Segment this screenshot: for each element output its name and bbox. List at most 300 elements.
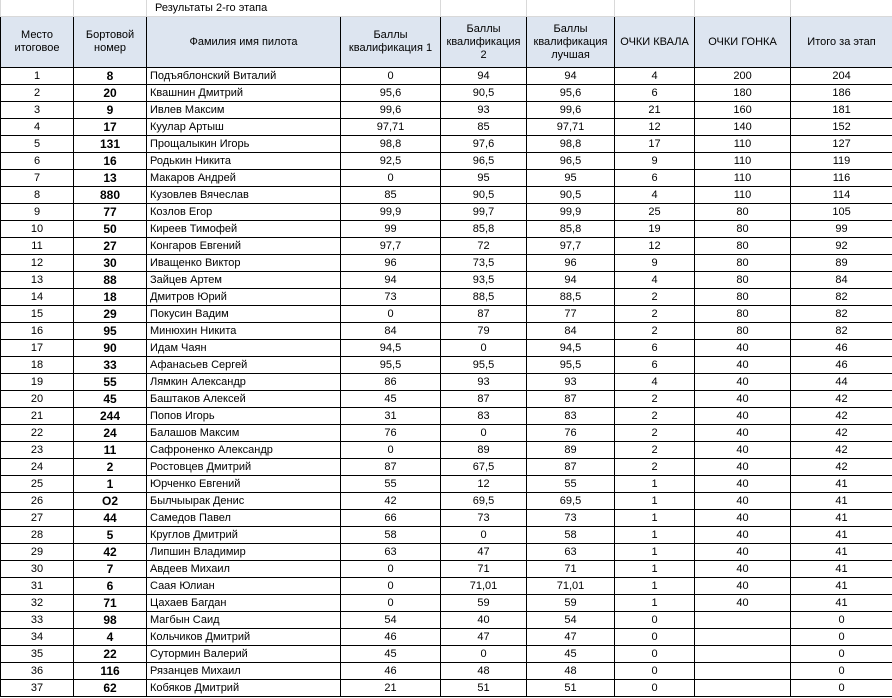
cell-number: 62 — [74, 680, 147, 697]
cell-q1: 86 — [341, 374, 441, 391]
cell-pts-race: 40 — [695, 561, 791, 578]
cell-q1: 45 — [341, 646, 441, 663]
cell-total: 99 — [791, 221, 892, 238]
cell-qbest: 99,6 — [527, 102, 615, 119]
cell-total: 42 — [791, 425, 892, 442]
cell-number: 30 — [74, 255, 147, 272]
cell-name: Баштаков Алексей — [147, 391, 341, 408]
cell-pts-qual: 2 — [615, 425, 695, 442]
cell-total: 116 — [791, 170, 892, 187]
cell-place: 10 — [1, 221, 74, 238]
table-row — [1, 323, 892, 340]
cell-qbest: 88,5 — [527, 289, 615, 306]
cell-qbest: 98,8 — [527, 136, 615, 153]
cell-q2: 59 — [441, 595, 527, 612]
table-row — [1, 85, 892, 102]
cell-name: Авдеев Михаил — [147, 561, 341, 578]
table-row — [1, 221, 892, 238]
header-total: Итого за этап — [791, 17, 892, 68]
cell-q1: 96 — [341, 255, 441, 272]
cell-name: Идам Чаян — [147, 340, 341, 357]
cell-place: 34 — [1, 629, 74, 646]
table-row — [1, 340, 892, 357]
cell-name: Афанасьев Сергей — [147, 357, 341, 374]
cell-q1: 0 — [341, 442, 441, 459]
cell-number: 33 — [74, 357, 147, 374]
cell-name: Балашов Максим — [147, 425, 341, 442]
cell-pts-qual: 0 — [615, 663, 695, 680]
cell-pts-qual: 1 — [615, 544, 695, 561]
cell-name: Сафроненко Александр — [147, 442, 341, 459]
cell-name: Родькин Никита — [147, 153, 341, 170]
cell-pts-race: 40 — [695, 544, 791, 561]
cell-place: 21 — [1, 408, 74, 425]
cell-place: 22 — [1, 425, 74, 442]
cell-qbest: 84 — [527, 323, 615, 340]
cell-number: 116 — [74, 663, 147, 680]
cell-q2: 79 — [441, 323, 527, 340]
cell-q1: 0 — [341, 170, 441, 187]
cell-total: 42 — [791, 391, 892, 408]
cell-pts-race: 80 — [695, 323, 791, 340]
title-row — [1, 0, 892, 17]
table-row — [1, 255, 892, 272]
cell-number: 95 — [74, 323, 147, 340]
cell-number: 1 — [74, 476, 147, 493]
cell-q1: 99,6 — [341, 102, 441, 119]
cell-name: Козлов Егор — [147, 204, 341, 221]
table-row — [1, 204, 892, 221]
cell-name: Юрченко Евгений — [147, 476, 341, 493]
cell-q2: 90,5 — [441, 85, 527, 102]
cell-q2: 83 — [441, 408, 527, 425]
cell-name: Кольчиков Дмитрий — [147, 629, 341, 646]
cell-place: 6 — [1, 153, 74, 170]
cell-pts-qual: 4 — [615, 68, 695, 85]
cell-pts-qual: 9 — [615, 255, 695, 272]
cell-pts-qual: 12 — [615, 119, 695, 136]
cell-pts-qual: 0 — [615, 680, 695, 697]
cell-q1: 97,71 — [341, 119, 441, 136]
cell-total: 92 — [791, 238, 892, 255]
cell-pts-race: 140 — [695, 119, 791, 136]
cell-qbest: 95,5 — [527, 357, 615, 374]
cell-total: 42 — [791, 459, 892, 476]
cell-place: 20 — [1, 391, 74, 408]
cell-pts-qual: 4 — [615, 374, 695, 391]
cell-q2: 90,5 — [441, 187, 527, 204]
cell-total: 41 — [791, 493, 892, 510]
cell-place: 1 — [1, 68, 74, 85]
table-row — [1, 289, 892, 306]
table-row — [1, 153, 892, 170]
cell-total: 44 — [791, 374, 892, 391]
header-qbest: Баллы квалификация лучшая — [527, 17, 615, 68]
cell-q2: 48 — [441, 663, 527, 680]
cell-place: 3 — [1, 102, 74, 119]
cell-qbest: 94 — [527, 272, 615, 289]
cell-name: Магбын Саид — [147, 612, 341, 629]
cell-number: 131 — [74, 136, 147, 153]
cell-q1: 85 — [341, 187, 441, 204]
cell-pts-qual: 0 — [615, 629, 695, 646]
cell-pts-race: 40 — [695, 595, 791, 612]
cell-number: 71 — [74, 595, 147, 612]
table-row — [1, 595, 892, 612]
cell-pts-qual: 1 — [615, 595, 695, 612]
header-place: Место итоговое — [1, 17, 74, 68]
cell-name: Сутормин Валерий — [147, 646, 341, 663]
cell-name: Попов Игорь — [147, 408, 341, 425]
cell-q1: 46 — [341, 629, 441, 646]
cell-place: 4 — [1, 119, 74, 136]
cell-qbest: 63 — [527, 544, 615, 561]
cell-name: Круглов Дмитрий — [147, 527, 341, 544]
cell-q2: 89 — [441, 442, 527, 459]
cell-place: 19 — [1, 374, 74, 391]
cell-total: 105 — [791, 204, 892, 221]
cell-q2: 87 — [441, 306, 527, 323]
table-row — [1, 357, 892, 374]
cell-pts-race: 40 — [695, 340, 791, 357]
table-row — [1, 629, 892, 646]
cell-place: 8 — [1, 187, 74, 204]
cell-pts-race: 40 — [695, 510, 791, 527]
cell-total: 41 — [791, 595, 892, 612]
cell-place: 13 — [1, 272, 74, 289]
cell-number: 29 — [74, 306, 147, 323]
cell-name: Конгаров Евгений — [147, 238, 341, 255]
cell-q1: 45 — [341, 391, 441, 408]
cell-q1: 0 — [341, 68, 441, 85]
cell-number: 88 — [74, 272, 147, 289]
cell-number: 44 — [74, 510, 147, 527]
cell-number: 8 — [74, 68, 147, 85]
cell-qbest: 47 — [527, 629, 615, 646]
cell-pts-race: 40 — [695, 578, 791, 595]
table-row — [1, 408, 892, 425]
title-empty-cell — [791, 0, 892, 17]
cell-pts-qual: 1 — [615, 578, 695, 595]
cell-pts-qual: 2 — [615, 442, 695, 459]
cell-pts-race: 40 — [695, 425, 791, 442]
cell-qbest: 77 — [527, 306, 615, 323]
cell-number: 18 — [74, 289, 147, 306]
cell-total: 41 — [791, 544, 892, 561]
cell-number: 22 — [74, 646, 147, 663]
table-row — [1, 493, 892, 510]
cell-total: 41 — [791, 578, 892, 595]
cell-number: 27 — [74, 238, 147, 255]
cell-pts-race: 40 — [695, 493, 791, 510]
cell-place: 31 — [1, 578, 74, 595]
cell-number: 17 — [74, 119, 147, 136]
cell-place: 37 — [1, 680, 74, 697]
cell-pts-race — [695, 646, 791, 663]
cell-pts-qual: 25 — [615, 204, 695, 221]
cell-place: 2 — [1, 85, 74, 102]
cell-name: Киреев Тимофей — [147, 221, 341, 238]
table-row — [1, 561, 892, 578]
cell-total: 46 — [791, 340, 892, 357]
table-row — [1, 187, 892, 204]
cell-qbest: 99,9 — [527, 204, 615, 221]
cell-qbest: 95 — [527, 170, 615, 187]
cell-total: 41 — [791, 476, 892, 493]
cell-q2: 71,01 — [441, 578, 527, 595]
cell-total: 114 — [791, 187, 892, 204]
cell-pts-race: 40 — [695, 357, 791, 374]
cell-total: 46 — [791, 357, 892, 374]
cell-pts-race: 40 — [695, 391, 791, 408]
cell-place: 23 — [1, 442, 74, 459]
cell-name: Цахаев Багдан — [147, 595, 341, 612]
cell-total: 82 — [791, 289, 892, 306]
cell-q1: 58 — [341, 527, 441, 544]
table-row — [1, 136, 892, 153]
cell-pts-race: 180 — [695, 85, 791, 102]
cell-qbest: 90,5 — [527, 187, 615, 204]
cell-total: 89 — [791, 255, 892, 272]
table-row — [1, 544, 892, 561]
cell-number: 244 — [74, 408, 147, 425]
cell-qbest: 55 — [527, 476, 615, 493]
cell-pts-qual: 6 — [615, 340, 695, 357]
cell-q1: 73 — [341, 289, 441, 306]
cell-q1: 0 — [341, 578, 441, 595]
cell-q1: 0 — [341, 595, 441, 612]
cell-qbest: 96 — [527, 255, 615, 272]
title-empty-cell — [695, 0, 791, 17]
cell-q1: 31 — [341, 408, 441, 425]
cell-total: 186 — [791, 85, 892, 102]
cell-place: 9 — [1, 204, 74, 221]
cell-q2: 95 — [441, 170, 527, 187]
cell-q2: 0 — [441, 340, 527, 357]
cell-place: 17 — [1, 340, 74, 357]
cell-q2: 73 — [441, 510, 527, 527]
title-empty-cell — [74, 0, 147, 17]
cell-pts-race — [695, 629, 791, 646]
cell-pts-qual: 19 — [615, 221, 695, 238]
cell-q1: 76 — [341, 425, 441, 442]
cell-q2: 97,6 — [441, 136, 527, 153]
cell-q2: 96,5 — [441, 153, 527, 170]
cell-qbest: 48 — [527, 663, 615, 680]
title-empty-cell — [615, 0, 695, 17]
cell-name: Прощалыкин Игорь — [147, 136, 341, 153]
cell-pts-qual: 1 — [615, 493, 695, 510]
cell-qbest: 59 — [527, 595, 615, 612]
cell-number: O2 — [74, 493, 147, 510]
cell-place: 15 — [1, 306, 74, 323]
cell-pts-race: 80 — [695, 221, 791, 238]
cell-q1: 0 — [341, 306, 441, 323]
cell-q2: 47 — [441, 629, 527, 646]
cell-number: 9 — [74, 102, 147, 119]
cell-q1: 84 — [341, 323, 441, 340]
header-q1: Баллы квалификация 1 — [341, 17, 441, 68]
cell-place: 26 — [1, 493, 74, 510]
cell-pts-race: 200 — [695, 68, 791, 85]
cell-place: 24 — [1, 459, 74, 476]
cell-name: Липшин Владимир — [147, 544, 341, 561]
cell-q1: 66 — [341, 510, 441, 527]
cell-total: 119 — [791, 153, 892, 170]
cell-pts-race: 110 — [695, 170, 791, 187]
cell-name: Саая Юлиан — [147, 578, 341, 595]
cell-q2: 0 — [441, 527, 527, 544]
table-row — [1, 527, 892, 544]
table-row — [1, 170, 892, 187]
cell-pts-qual: 2 — [615, 323, 695, 340]
cell-qbest: 94 — [527, 68, 615, 85]
cell-q1: 94,5 — [341, 340, 441, 357]
cell-name: Дмитров Юрий — [147, 289, 341, 306]
cell-qbest: 71,01 — [527, 578, 615, 595]
cell-q1: 87 — [341, 459, 441, 476]
cell-qbest: 93 — [527, 374, 615, 391]
cell-q2: 0 — [441, 425, 527, 442]
cell-q1: 95,6 — [341, 85, 441, 102]
cell-place: 16 — [1, 323, 74, 340]
cell-qbest: 87 — [527, 391, 615, 408]
title-empty-cell — [527, 0, 615, 17]
cell-pts-qual: 2 — [615, 289, 695, 306]
cell-total: 0 — [791, 629, 892, 646]
cell-qbest: 96,5 — [527, 153, 615, 170]
cell-q1: 94 — [341, 272, 441, 289]
cell-total: 82 — [791, 323, 892, 340]
cell-pts-race: 80 — [695, 272, 791, 289]
cell-q1: 42 — [341, 493, 441, 510]
cell-qbest: 51 — [527, 680, 615, 697]
cell-pts-qual: 6 — [615, 357, 695, 374]
cell-pts-qual: 2 — [615, 391, 695, 408]
cell-pts-qual: 4 — [615, 187, 695, 204]
cell-place: 33 — [1, 612, 74, 629]
header-pts-race: ОЧКИ ГОНКА — [695, 17, 791, 68]
cell-place: 25 — [1, 476, 74, 493]
cell-q2: 94 — [441, 68, 527, 85]
cell-total: 0 — [791, 646, 892, 663]
cell-pts-race: 40 — [695, 442, 791, 459]
cell-q2: 87 — [441, 391, 527, 408]
table-row — [1, 374, 892, 391]
cell-qbest: 95,6 — [527, 85, 615, 102]
cell-q2: 85 — [441, 119, 527, 136]
cell-number: 7 — [74, 561, 147, 578]
cell-name: Самедов Павел — [147, 510, 341, 527]
cell-place: 18 — [1, 357, 74, 374]
cell-pts-race: 40 — [695, 459, 791, 476]
cell-number: 4 — [74, 629, 147, 646]
cell-pts-qual: 6 — [615, 85, 695, 102]
cell-qbest: 83 — [527, 408, 615, 425]
cell-number: 98 — [74, 612, 147, 629]
table-row — [1, 459, 892, 476]
cell-pts-qual: 1 — [615, 527, 695, 544]
cell-q2: 47 — [441, 544, 527, 561]
cell-q2: 99,7 — [441, 204, 527, 221]
cell-pts-race: 80 — [695, 306, 791, 323]
cell-name: Ивлев Максим — [147, 102, 341, 119]
cell-pts-race — [695, 663, 791, 680]
cell-total: 204 — [791, 68, 892, 85]
cell-place: 30 — [1, 561, 74, 578]
cell-number: 90 — [74, 340, 147, 357]
cell-pts-qual: 12 — [615, 238, 695, 255]
cell-qbest: 85,8 — [527, 221, 615, 238]
table-row — [1, 510, 892, 527]
cell-number: 6 — [74, 578, 147, 595]
cell-place: 12 — [1, 255, 74, 272]
cell-number: 77 — [74, 204, 147, 221]
title-empty-cell — [441, 0, 527, 17]
cell-qbest: 76 — [527, 425, 615, 442]
table-row — [1, 442, 892, 459]
cell-qbest: 97,71 — [527, 119, 615, 136]
cell-qbest: 58 — [527, 527, 615, 544]
table-row — [1, 119, 892, 136]
table-row — [1, 612, 892, 629]
page-title: Результаты 2-го этапа — [147, 0, 441, 17]
cell-number: 13 — [74, 170, 147, 187]
cell-q1: 21 — [341, 680, 441, 697]
cell-name: Лямкин Александр — [147, 374, 341, 391]
cell-pts-qual: 17 — [615, 136, 695, 153]
cell-pts-race: 80 — [695, 204, 791, 221]
table-row — [1, 425, 892, 442]
cell-number: 5 — [74, 527, 147, 544]
cell-total: 0 — [791, 663, 892, 680]
cell-q2: 67,5 — [441, 459, 527, 476]
cell-number: 55 — [74, 374, 147, 391]
cell-pts-qual: 2 — [615, 408, 695, 425]
cell-q2: 71 — [441, 561, 527, 578]
cell-pts-race: 40 — [695, 527, 791, 544]
table-row — [1, 68, 892, 85]
header-name: Фамилия имя пилота — [147, 17, 341, 68]
cell-number: 11 — [74, 442, 147, 459]
cell-q2: 85,8 — [441, 221, 527, 238]
cell-q1: 95,5 — [341, 357, 441, 374]
cell-pts-qual: 1 — [615, 510, 695, 527]
cell-number: 24 — [74, 425, 147, 442]
cell-pts-qual: 0 — [615, 646, 695, 663]
cell-total: 42 — [791, 408, 892, 425]
cell-total: 42 — [791, 442, 892, 459]
cell-pts-qual: 6 — [615, 170, 695, 187]
cell-name: Былчыырак Денис — [147, 493, 341, 510]
cell-number: 880 — [74, 187, 147, 204]
cell-q2: 73,5 — [441, 255, 527, 272]
cell-qbest: 71 — [527, 561, 615, 578]
cell-name: Ростовцев Дмитрий — [147, 459, 341, 476]
cell-pts-qual: 2 — [615, 306, 695, 323]
cell-q1: 63 — [341, 544, 441, 561]
cell-place: 28 — [1, 527, 74, 544]
cell-place: 5 — [1, 136, 74, 153]
cell-pts-qual: 4 — [615, 272, 695, 289]
cell-total: 84 — [791, 272, 892, 289]
table-row — [1, 663, 892, 680]
cell-total: 0 — [791, 680, 892, 697]
cell-name: Иващенко Виктор — [147, 255, 341, 272]
cell-total: 0 — [791, 612, 892, 629]
cell-pts-qual: 21 — [615, 102, 695, 119]
cell-q2: 0 — [441, 646, 527, 663]
